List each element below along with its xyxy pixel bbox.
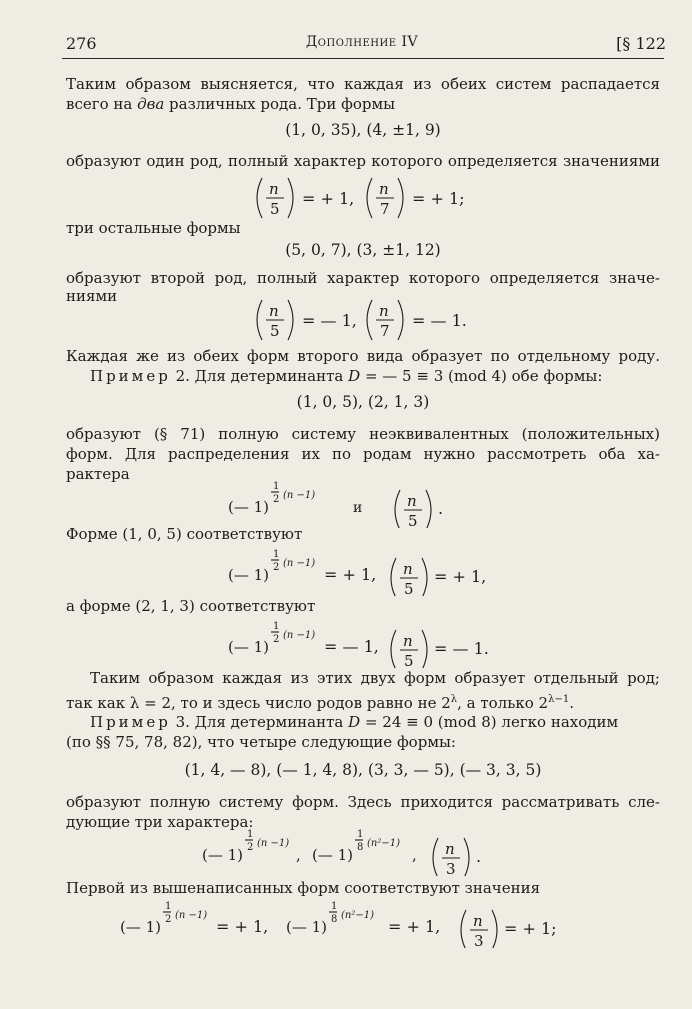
svg-text:= — 1,: = — 1, <box>302 311 357 330</box>
equation-forms-2: (5, 0, 7), (3, ±1, 12) <box>285 241 441 259</box>
svg-text:1: 1 <box>331 901 338 912</box>
svg-text:,: , <box>412 846 417 864</box>
svg-text:5: 5 <box>408 512 418 528</box>
svg-text:1: 1 <box>357 829 364 840</box>
svg-text:n: n <box>379 180 389 198</box>
svg-text:(— 1): (— 1) <box>228 566 270 584</box>
text-line: образуют полную систему форм. Здесь приходится рассматривать сле- <box>66 793 660 811</box>
text-line: образуют (§ 71) полную систему неэквивалентных (положительных) <box>66 425 660 443</box>
svg-text:(n −1): (n −1) <box>257 838 290 849</box>
legendre-equation-1 <box>250 174 500 224</box>
svg-text:= + 1,: = + 1, <box>388 917 441 936</box>
svg-text:(— 1): (— 1) <box>312 846 354 864</box>
text-line: Таким образом выясняется, что каждая из обеих систем распадается <box>66 75 660 93</box>
legendre-equation-2 <box>250 296 500 346</box>
text-line: дующие три характера: <box>66 813 254 831</box>
svg-text:n: n <box>379 302 389 320</box>
svg-text:1: 1 <box>273 481 280 492</box>
svg-text:= + 1,: = + 1, <box>216 917 269 936</box>
text-line: Первой из вышенаписанных форм соответствуют значения <box>66 879 541 897</box>
svg-text:= — 1.: = — 1. <box>412 311 467 330</box>
svg-text:(n −1): (n −1) <box>175 910 208 921</box>
svg-text:(n −1): (n −1) <box>283 490 316 501</box>
text-line: Таким образом каждая из этих двух форм образует отдельный род; <box>90 669 660 687</box>
svg-text:2: 2 <box>273 562 280 573</box>
text-line: Форме (1, 0, 5) соответствуют <box>66 525 303 543</box>
svg-text:2: 2 <box>247 842 254 853</box>
and-word: и <box>353 500 363 516</box>
svg-text:n: n <box>269 302 279 320</box>
svg-text:(— 1): (— 1) <box>120 918 162 936</box>
svg-text:= + 1,: = + 1, <box>324 565 377 584</box>
svg-text:= — 1,: = — 1, <box>324 637 379 656</box>
svg-text:5: 5 <box>270 322 280 340</box>
running-header <box>58 34 666 58</box>
svg-text:n: n <box>403 632 413 650</box>
character-values-3 <box>118 898 618 948</box>
svg-text:1: 1 <box>273 621 280 632</box>
header-title: Дополнение IV <box>305 34 419 50</box>
svg-text:(n −1): (n −1) <box>283 558 316 569</box>
page-number: 276 <box>66 34 97 53</box>
text-line: ниями <box>66 287 118 305</box>
svg-text:(n²−1): (n²−1) <box>367 838 400 849</box>
svg-text:8: 8 <box>331 914 338 925</box>
svg-text:(— 1): (— 1) <box>286 918 328 936</box>
example-3-line: Пример 3. Для детерминанта D = 24 ≡ 0 (mod 8) легко находим <box>90 713 619 731</box>
text-line: всего на два различных рода. Три формы <box>66 95 396 113</box>
text-line: а форме (2, 1, 3) соответствуют <box>66 597 316 615</box>
svg-text:(n −1): (n −1) <box>283 630 316 641</box>
character-expressions-2 <box>200 826 530 876</box>
svg-text:n: n <box>269 180 279 198</box>
svg-text:(— 1): (— 1) <box>228 498 270 516</box>
svg-text:= + 1,: = + 1, <box>302 189 355 208</box>
svg-text:= + 1;: = + 1; <box>504 919 557 938</box>
svg-text:2: 2 <box>165 914 172 925</box>
equation-forms-3: (1, 0, 5), (2, 1, 3) <box>296 393 430 411</box>
text-line: так как λ = 2, то и здесь число родов равно не $2^\lambda$, а только $2^{\lambda-1}$. <box>66 694 574 712</box>
svg-text:n: n <box>445 840 455 858</box>
svg-text:n: n <box>473 912 483 930</box>
svg-text:5: 5 <box>404 652 414 668</box>
equation-forms-1: (1, 0, 35), (4, ±1, 9) <box>285 121 441 139</box>
svg-text:n: n <box>407 492 417 510</box>
svg-text:1: 1 <box>273 549 280 560</box>
text-line: образуют второй род, полный характер которого определяется значе- <box>66 269 660 287</box>
text-line: форм. Для распределения их по родам нужно рассмотреть оба ха- <box>66 445 660 463</box>
svg-text:(n²−1): (n²−1) <box>341 910 374 921</box>
svg-text:1: 1 <box>247 829 254 840</box>
example-2-line: Пример 2. Для детерминанта D = — 5 ≡ 3 (mod 4) обе формы: <box>90 367 603 385</box>
header-section: [§ 122 <box>616 34 666 53</box>
svg-text:5: 5 <box>404 580 414 596</box>
svg-text:7: 7 <box>380 200 390 218</box>
svg-text:= — 1.: = — 1. <box>434 639 489 658</box>
character-values-2 <box>226 618 526 668</box>
svg-text:2: 2 <box>273 494 280 505</box>
svg-text:,: , <box>296 846 301 864</box>
svg-text:.: . <box>438 499 444 518</box>
svg-text:2: 2 <box>273 634 280 645</box>
text-line: рактера <box>66 465 130 483</box>
svg-text:.: . <box>476 847 482 866</box>
svg-text:(— 1): (— 1) <box>228 638 270 656</box>
text-line: три остальные формы <box>66 219 241 237</box>
svg-text:8: 8 <box>357 842 364 853</box>
text-line: образуют один род, полный характер которого определяется значениями <box>66 152 660 170</box>
svg-text:n: n <box>403 560 413 578</box>
svg-text:7: 7 <box>380 322 390 340</box>
text-line: (по §§ 75, 78, 82), что четыре следующие формы: <box>66 733 456 751</box>
character-values-1 <box>226 546 526 596</box>
svg-text:3: 3 <box>446 860 456 876</box>
svg-text:= + 1,: = + 1, <box>434 567 487 586</box>
text-line: Каждая же из обеих форм второго вида образует по отдельному роду. <box>66 347 660 365</box>
header-rule <box>62 58 664 59</box>
svg-text:(— 1): (— 1) <box>202 846 244 864</box>
svg-text:1: 1 <box>165 901 172 912</box>
svg-text:= + 1;: = + 1; <box>412 189 465 208</box>
svg-text:3: 3 <box>474 932 484 948</box>
equation-forms-4: (1, 4, — 8), (— 1, 4, 8), (3, 3, — 5), (— 3, 3, 5) <box>184 761 542 779</box>
svg-text:5: 5 <box>270 200 280 218</box>
